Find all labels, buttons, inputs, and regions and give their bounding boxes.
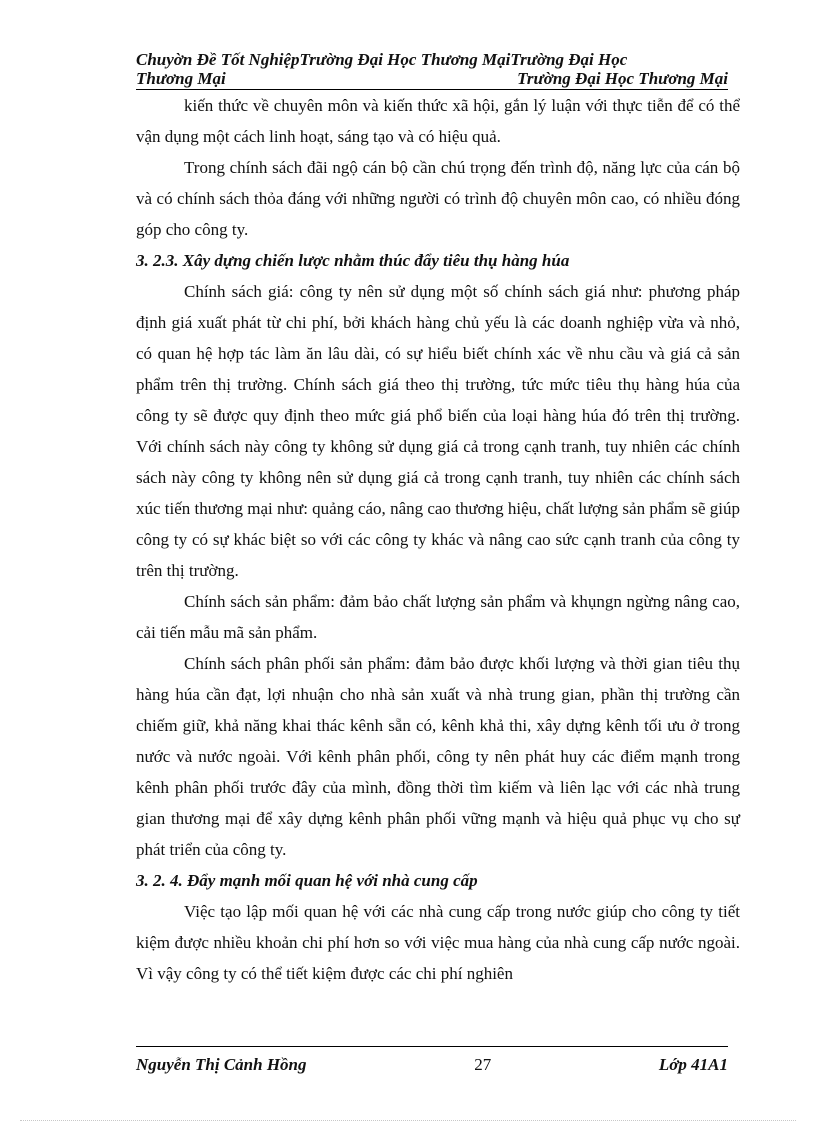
- document-body: [136, 90, 740, 989]
- header-left-text: Thương Mại: [136, 69, 226, 88]
- page-number: 27: [474, 1055, 492, 1074]
- footer-author: Nguyễn Thị Cảnh Hồng: [136, 1055, 307, 1074]
- paragraph-continuation: kiến thức về chuyên môn và kiến thức xã hội, gắn lý luận với thực tiễn để có thể vận dụng một cách linh hoạt, sáng tạo và có hiệu quả.: [136, 96, 740, 146]
- paragraph-distribution-policy: Chính sách phân phối sản phẩm: đảm bảo được khối lượng và thời gian tiêu thụ hàng húa cần đạt, lợi nhuận cho nhà sản xuất và nhà trung gian, phần thị trường cần chiếm giữ, khả năng khai thác kênh sẵn có, kênh khả thi, xây dựng kênh tối ưu ở trong nước và nước ngoài. Với kênh phân phối, công ty nên phát huy các điểm mạnh trong kênh phân phối trước đây của mình, đồng thời tìm kiếm và liên lạc với các nhà trung gian thương mại để xây dựng kênh phân phối vững mạnh và hiệu quả phục vụ cho sự phát triển của công ty.: [136, 654, 740, 859]
- page-header: [136, 50, 728, 90]
- section-heading-3-2-4: 3. 2. 4. Đẩy mạnh mối quan hệ với nhà cung cấp: [136, 871, 478, 890]
- paragraph-suppliers: Việc tạo lập mối quan hệ với các nhà cung cấp trong nước giúp cho công ty tiết kiệm được nhiều khoản chi phí hơn so với việc mua hàng của nhà cung cấp nước ngoài. Vì vậy công ty có thể tiết kiệm được các chi phí nghiên: [136, 902, 740, 983]
- paragraph-staff-policy: Trong chính sách đãi ngộ cán bộ cần chú trọng đến trình độ, năng lực của cán bộ và có chính sách thỏa đáng với những người có trình độ chuyên môn cao, có nhiều đóng góp cho công ty.: [136, 158, 740, 239]
- footer-class: Lớp 41A1: [658, 1055, 728, 1074]
- page-footer: [136, 1046, 728, 1075]
- header-right-text: Trường Đại Học Thương Mại: [517, 69, 728, 88]
- header-line-2: [136, 69, 728, 88]
- paragraph-price-policy: Chính sách giá: công ty nên sử dụng một số chính sách giá như: phương pháp định giá xuất phát từ chi phí, bởi khách hàng chủ yếu là các doanh nghiệp vừa và nhỏ, có quan hệ hợp tác làm ăn lâu dài, có sự hiểu biết chính xác về nhu cầu và giá cả sản phẩm trên thị trường. Chính sách giá theo thị trường, tức mức tiêu thụ hàng húa của công ty sẽ được quy định theo mức giá phổ biến của loại hàng húa đó trên thị trường. Với chính sách này công ty không sử dụng giá cả trong cạnh tranh, tuy nhiên các chính sách này công ty không nên sử dụng giá cả trong cạnh tranh, tuy nhiên các chính sách xúc tiến thương mại như: quảng cáo, nâng cao thương hiệu, chất lượng sản phẩm sẽ giúp công ty có sự khác biệt so với các công ty khác và nâng cao sức cạnh tranh của công ty trên thị trường.: [136, 282, 740, 580]
- page-boundary-divider: [20, 1120, 796, 1121]
- section-heading-3-2-3: 3. 2.3. Xây dựng chiến lược nhằm thúc đẩy tiêu thụ hàng húa: [136, 251, 570, 270]
- paragraph-product-policy: Chính sách sản phẩm: đảm bảo chất lượng sản phẩm và khụngn ngừng nâng cao, cải tiến mẫu mã sản phẩm.: [136, 592, 740, 642]
- header-line-1: Chuyờn Đề Tốt NghiệpTrường Đại Học Thương MạiTrường Đại Học: [136, 50, 628, 69]
